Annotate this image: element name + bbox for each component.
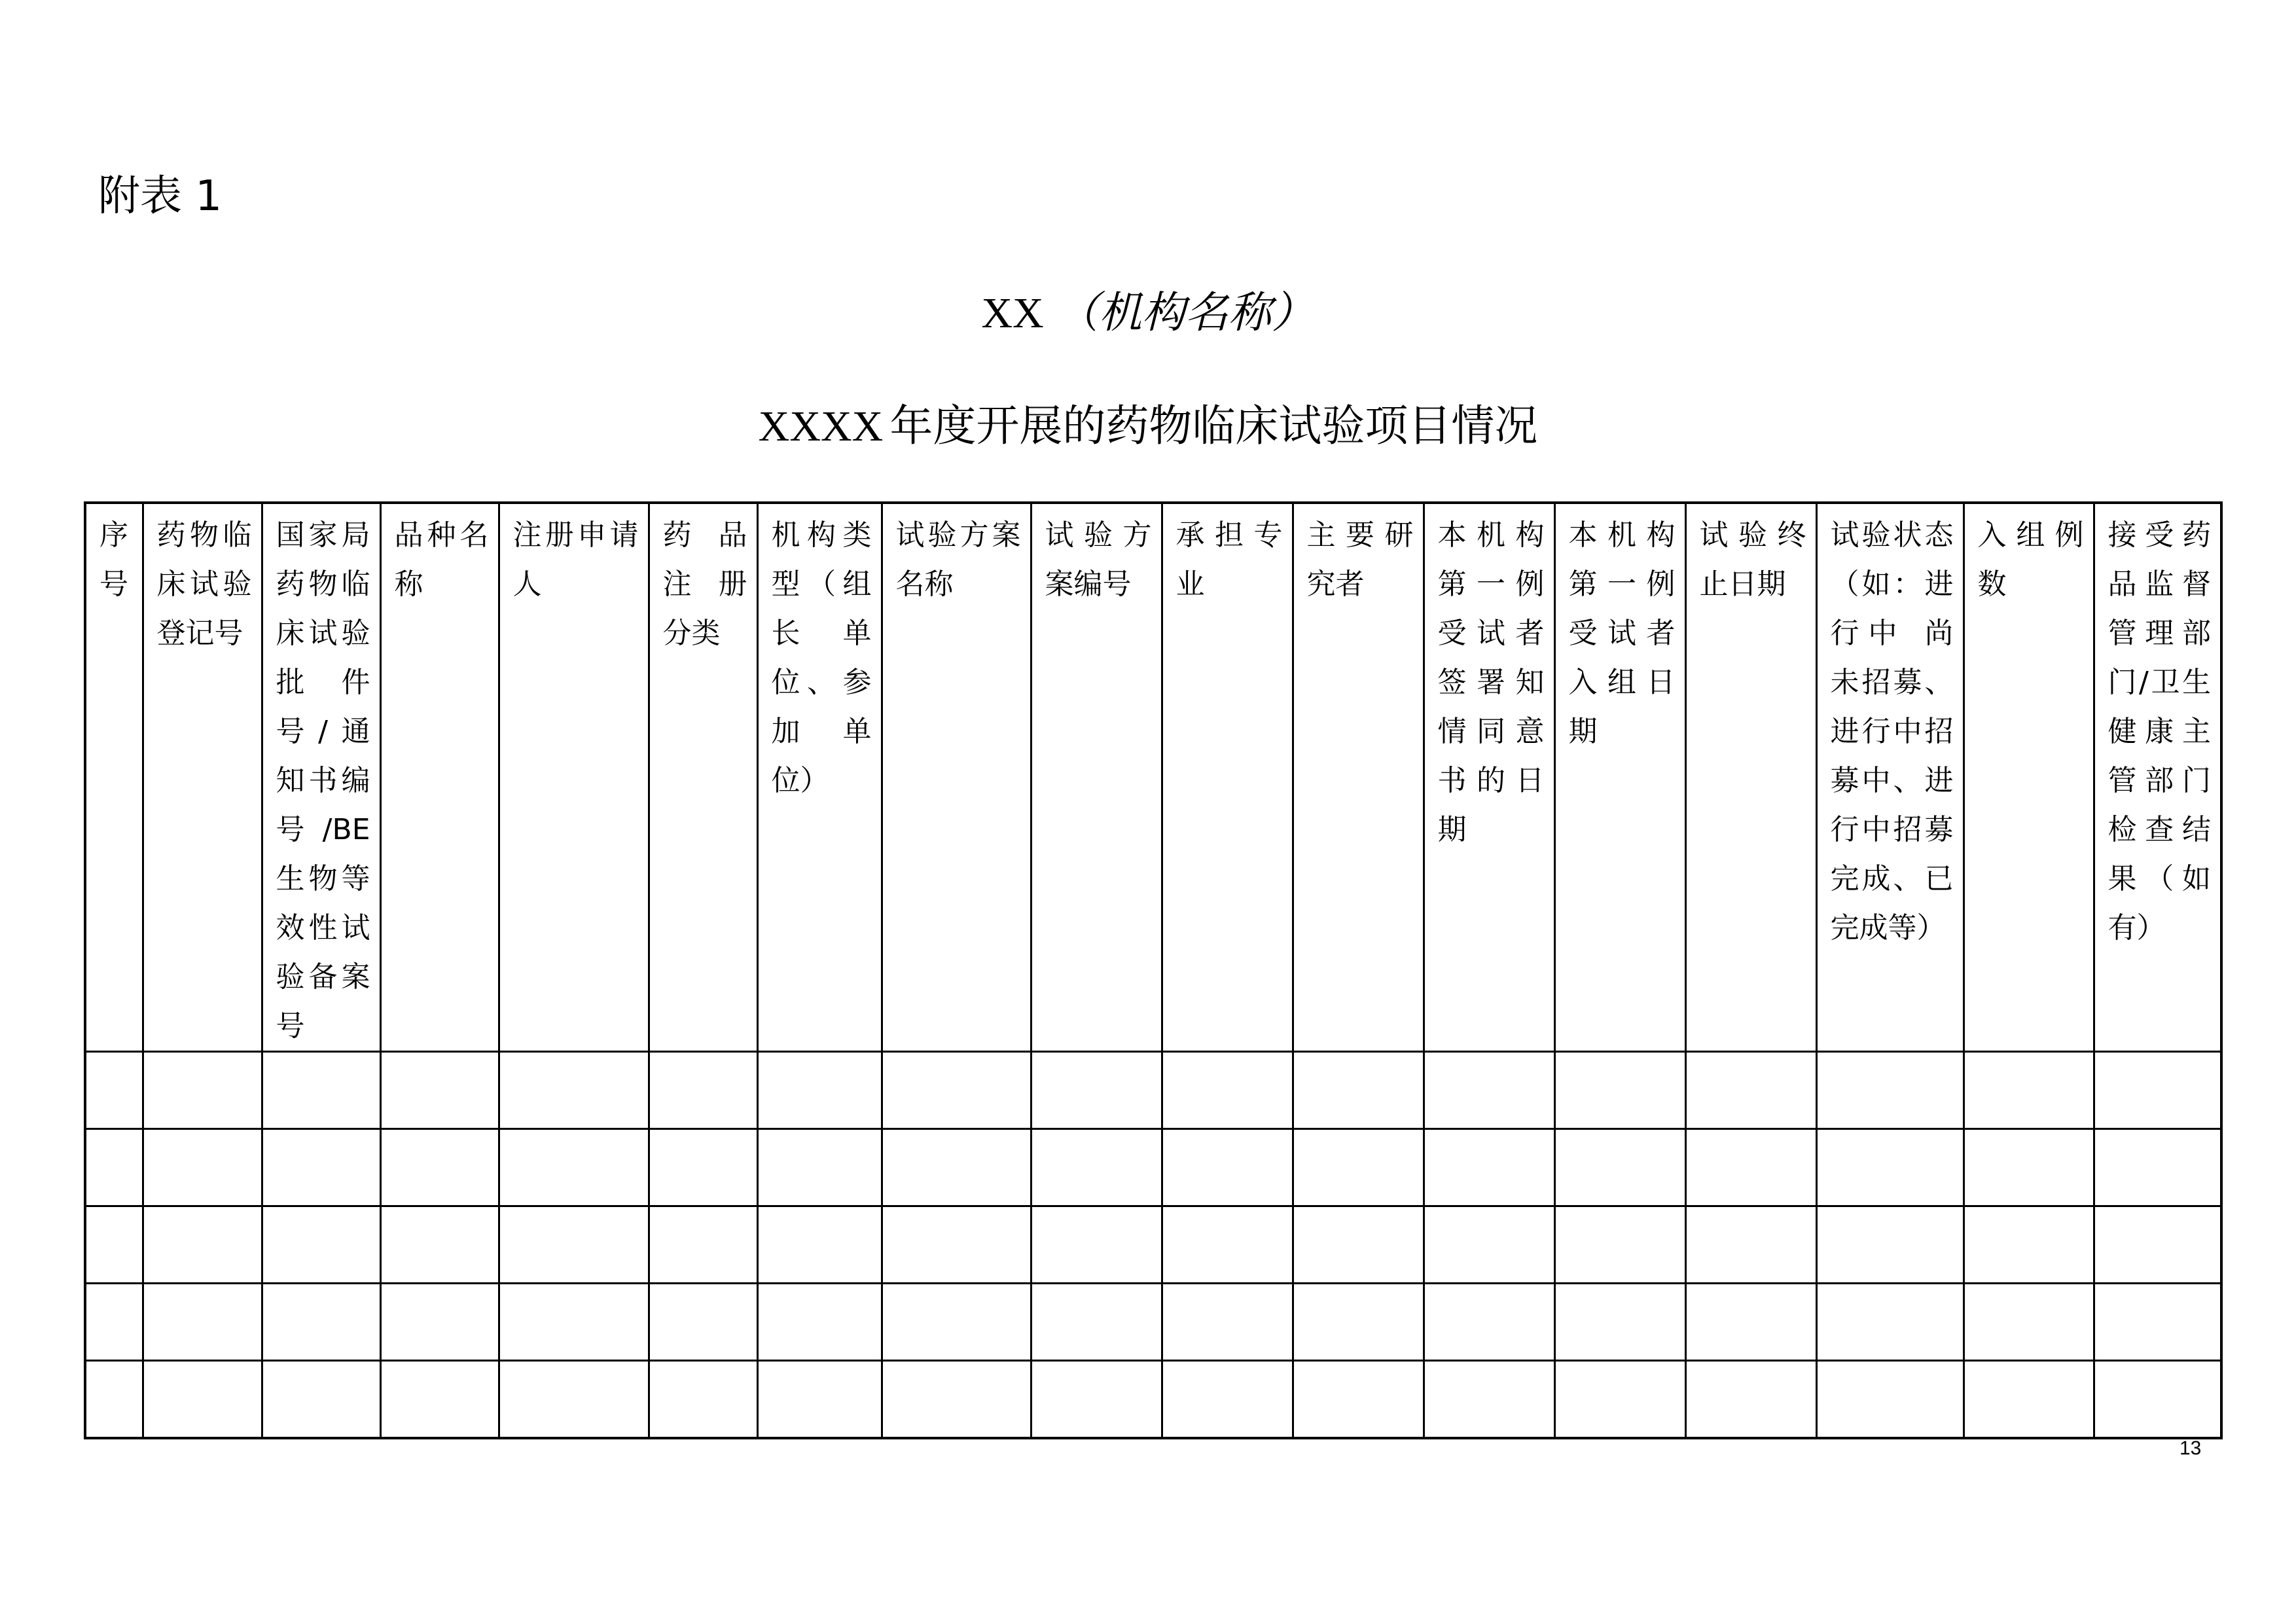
- header-cell: 国家局药物临床试验批件号/通知书编号/BE生物等效性试验备案号: [262, 503, 380, 1052]
- table-cell[interactable]: [2094, 1129, 2221, 1206]
- table-cell[interactable]: [499, 1129, 649, 1206]
- table-cell[interactable]: [1554, 1052, 1685, 1129]
- table-cell[interactable]: [1162, 1129, 1293, 1206]
- table-cell[interactable]: [757, 1284, 882, 1361]
- table-cell[interactable]: [1162, 1361, 1293, 1439]
- organization-title: [0, 287, 2296, 338]
- header-cell: 承担专业: [1162, 503, 1293, 1052]
- table-cell[interactable]: [1162, 1206, 1293, 1284]
- table-cell[interactable]: [262, 1052, 380, 1129]
- table-cell[interactable]: [1162, 1052, 1293, 1129]
- table-cell[interactable]: [1554, 1129, 1685, 1206]
- table-cell[interactable]: [1031, 1361, 1162, 1439]
- table-cell[interactable]: [1685, 1129, 1816, 1206]
- table-body: [85, 1052, 2221, 1439]
- table-cell[interactable]: [262, 1129, 380, 1206]
- table-cell[interactable]: [1816, 1284, 1964, 1361]
- table-cell[interactable]: [1816, 1052, 1964, 1129]
- header-cell: 试验状态（如：进行中 尚未招募、进行中招募中、进行中招募完成、已完成等）: [1816, 503, 1964, 1052]
- table-row: [85, 1206, 2221, 1284]
- header-cell: 机构类型（组长单位、参加单位）: [757, 503, 882, 1052]
- table-cell[interactable]: [2094, 1206, 2221, 1284]
- table-cell[interactable]: [262, 1206, 380, 1284]
- header-cell: 试验方案名称: [882, 503, 1031, 1052]
- table-cell[interactable]: [85, 1129, 143, 1206]
- table-cell[interactable]: [143, 1129, 262, 1206]
- table-cell[interactable]: [380, 1129, 499, 1206]
- table-cell[interactable]: [85, 1052, 143, 1129]
- table-cell[interactable]: [1424, 1129, 1554, 1206]
- table-cell[interactable]: [85, 1361, 143, 1439]
- table-cell[interactable]: [143, 1206, 262, 1284]
- table-cell[interactable]: [262, 1361, 380, 1439]
- table-cell[interactable]: [757, 1129, 882, 1206]
- table-title-text: 年度开展的药物临床试验项目情况: [889, 401, 1538, 451]
- table-cell[interactable]: [1293, 1361, 1424, 1439]
- table-cell[interactable]: [380, 1052, 499, 1129]
- table-cell[interactable]: [1685, 1052, 1816, 1129]
- table-cell[interactable]: [1424, 1052, 1554, 1129]
- table-cell[interactable]: [1685, 1206, 1816, 1284]
- table-cell[interactable]: [882, 1361, 1031, 1439]
- table-cell[interactable]: [1685, 1361, 1816, 1439]
- table-cell[interactable]: [1964, 1284, 2094, 1361]
- table-cell[interactable]: [1293, 1129, 1424, 1206]
- table-cell[interactable]: [882, 1052, 1031, 1129]
- table-cell[interactable]: [1031, 1129, 1162, 1206]
- header-cell: 试验方案编号: [1031, 503, 1162, 1052]
- table-cell[interactable]: [1031, 1052, 1162, 1129]
- table-cell[interactable]: [1162, 1284, 1293, 1361]
- table-cell[interactable]: [757, 1361, 882, 1439]
- table-cell[interactable]: [85, 1284, 143, 1361]
- table-cell[interactable]: [2094, 1052, 2221, 1129]
- page-number: 13: [2179, 1437, 2202, 1459]
- table-cell[interactable]: [757, 1206, 882, 1284]
- table-title-year: XXXX: [758, 403, 884, 450]
- table-cell[interactable]: [1293, 1206, 1424, 1284]
- table-cell[interactable]: [499, 1284, 649, 1361]
- header-cell: 入组例数: [1964, 503, 2094, 1052]
- header-cell: 接受药品监督管理部门/卫生健康主管部门检查结果（如有）: [2094, 503, 2221, 1052]
- table-cell[interactable]: [262, 1284, 380, 1361]
- table-title: [0, 401, 2296, 451]
- table-row: [85, 1052, 2221, 1129]
- attachment-label: 附表 1: [98, 172, 223, 221]
- table-row: [85, 1129, 2221, 1206]
- table-cell[interactable]: [1685, 1284, 1816, 1361]
- header-cell: 主要研究者: [1293, 503, 1424, 1052]
- table-cell[interactable]: [882, 1284, 1031, 1361]
- table-cell[interactable]: [85, 1206, 143, 1284]
- table-cell[interactable]: [2094, 1284, 2221, 1361]
- table-cell[interactable]: [1424, 1361, 1554, 1439]
- table-cell[interactable]: [649, 1052, 757, 1129]
- table-cell[interactable]: [380, 1206, 499, 1284]
- table-cell[interactable]: [1293, 1052, 1424, 1129]
- header-cell: 试验终止日期: [1685, 503, 1816, 1052]
- table-row: [85, 1284, 2221, 1361]
- header-cell: 注册申请人: [499, 503, 649, 1052]
- table-cell[interactable]: [499, 1361, 649, 1439]
- table-cell[interactable]: [1964, 1361, 2094, 1439]
- table-cell[interactable]: [1424, 1284, 1554, 1361]
- table-cell[interactable]: [1424, 1206, 1554, 1284]
- table-cell[interactable]: [380, 1284, 499, 1361]
- clinical-trial-table: [84, 501, 2223, 1439]
- table-cell[interactable]: [499, 1052, 649, 1129]
- table-cell[interactable]: [1816, 1361, 1964, 1439]
- table-cell[interactable]: [649, 1284, 757, 1361]
- table-row: [85, 1361, 2221, 1439]
- table-header-row: [85, 503, 2221, 1052]
- table-cell[interactable]: [882, 1129, 1031, 1206]
- header-cell: 药品注册分类: [649, 503, 757, 1052]
- table-cell[interactable]: [2094, 1361, 2221, 1439]
- table-cell[interactable]: [143, 1052, 262, 1129]
- table-cell[interactable]: [1816, 1206, 1964, 1284]
- table-cell[interactable]: [1293, 1284, 1424, 1361]
- organization-name-note: （机构名称）: [1055, 287, 1315, 338]
- table-cell[interactable]: [1554, 1284, 1685, 1361]
- table-cell[interactable]: [143, 1284, 262, 1361]
- table-cell[interactable]: [757, 1052, 882, 1129]
- table-cell[interactable]: [1964, 1129, 2094, 1206]
- table-cell[interactable]: [1964, 1206, 2094, 1284]
- header-cell: 序号: [85, 503, 143, 1052]
- table-cell[interactable]: [380, 1361, 499, 1439]
- table-cell[interactable]: [499, 1206, 649, 1284]
- table-cell[interactable]: [649, 1361, 757, 1439]
- table-cell[interactable]: [1964, 1052, 2094, 1129]
- organization-placeholder: XX: [981, 289, 1044, 337]
- table-cell[interactable]: [143, 1361, 262, 1439]
- header-cell: 品种名称: [380, 503, 499, 1052]
- table-cell[interactable]: [1554, 1361, 1685, 1439]
- header-cell: 本机构第一例受试者入组日期: [1554, 503, 1685, 1052]
- table-cell[interactable]: [649, 1129, 757, 1206]
- table-cell[interactable]: [1816, 1129, 1964, 1206]
- header-cell: 药物临床试验登记号: [143, 503, 262, 1052]
- header-cell: 本机构第一例受试者签署知情同意书的日期: [1424, 503, 1554, 1052]
- table-cell[interactable]: [1554, 1206, 1685, 1284]
- table-cell[interactable]: [882, 1206, 1031, 1284]
- table-cell[interactable]: [649, 1206, 757, 1284]
- table-cell[interactable]: [1031, 1284, 1162, 1361]
- table-cell[interactable]: [1031, 1206, 1162, 1284]
